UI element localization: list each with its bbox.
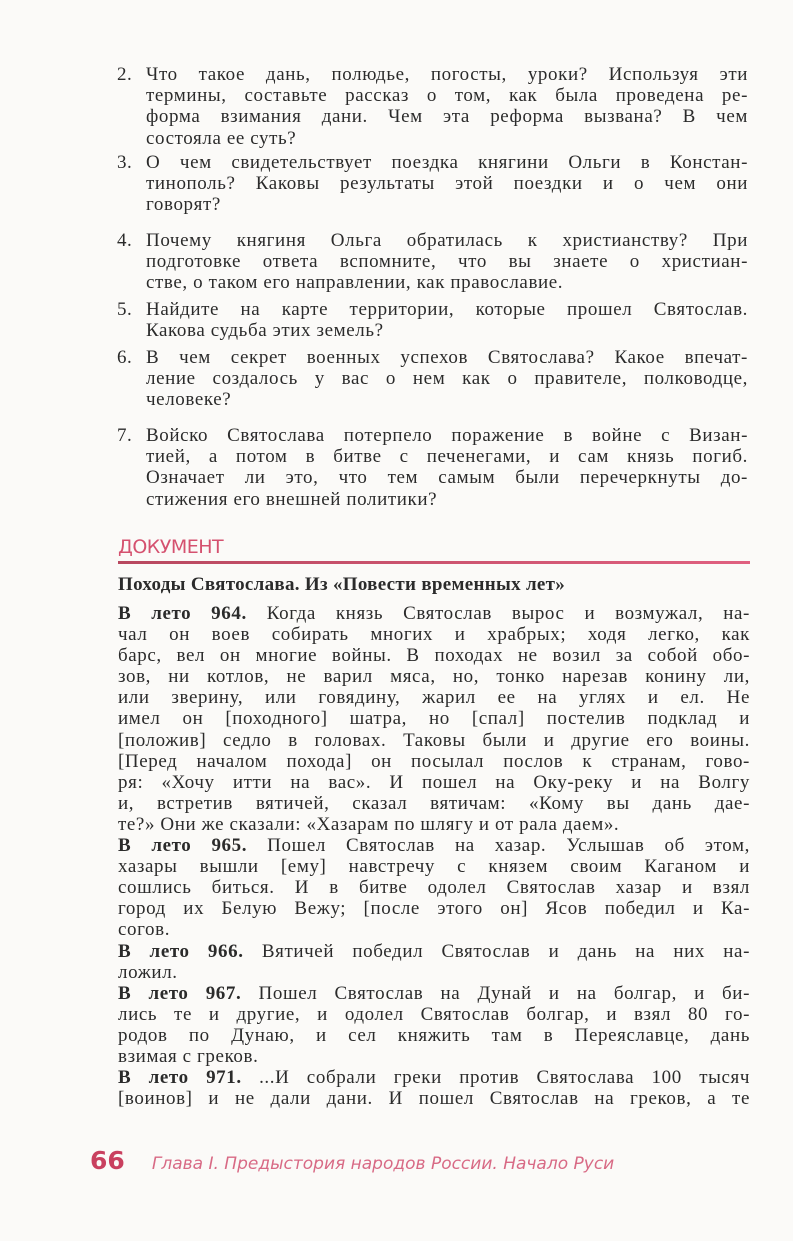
text-line: Что такое дань, полюдье, погосты, уроки? Используя эти [146,64,748,85]
entry-text: Когда князь Святослав вырос и возмужал, на- [246,603,750,624]
question-item [117,347,750,411]
entry-text: ложил. [118,961,178,983]
text-line [118,1025,750,1046]
entry-text: зов, ни котлов, не варил мяса, но, тонко нарезав конину ли, [118,666,750,688]
entry-text: или зверину, или говядину, жарил ее на углях и ел. Не [118,687,750,709]
question-item [117,230,750,294]
page-footer [90,1146,614,1175]
entry-year: В лето 965. [118,835,248,857]
entry-text: Пошел Святослав на Дунай и на болгар, и би- [241,982,750,1004]
section-heading: ДОКУМЕНТ [118,536,224,558]
entry-text: Вятичей победил Святослав и дань на них на- [243,940,751,962]
text-line [118,1046,750,1067]
question-number: 5. [117,299,133,320]
question-text [146,230,748,294]
text-line: стве, о таком его направлении, как православие. [146,272,564,294]
question-text [146,64,748,149]
text-line [118,730,750,751]
entry-text: [положив] седло в головах. Таковы были и другие его воины. [118,729,750,751]
text-line [118,666,750,687]
text-line [118,814,750,835]
chapter-title: Глава I. Предыстория народов России. Начало Руси [151,1154,615,1174]
entry-text: ря: «Хочу итти на вас». И пошел на Оку-реку и на Волгу [118,771,750,793]
entry-year: В лето 966. [118,940,244,962]
text-line [118,877,750,898]
entry-year: В лето 971. [118,1067,242,1089]
entry-text: город их Белую Вежу; [после этого он] Ясов победил и Ка- [118,898,750,920]
entry-text: те?» Они же сказали: «Хазарам по шлягу и от рала даем». [118,813,620,835]
question-item [117,64,750,149]
text-line [118,919,750,940]
text-line: тией, а потом в битве с печенегами, и сам князь погиб. [146,446,748,468]
text-line [118,1004,750,1025]
text-line: Означает ли это, что тем самым были перечеркнуты до- [146,467,748,489]
document-title: Походы Святослава. Из «Повести временных лет» [118,574,566,595]
question-text [146,425,748,510]
page-number: 66 [90,1146,125,1175]
question-number: 2. [117,64,133,85]
chronicle-entry [118,941,750,983]
text-line [118,603,750,624]
section-divider [118,561,750,564]
chronicle-entry [118,983,750,1067]
text-line [118,793,750,814]
question-text [146,152,748,216]
question-number: 4. [117,230,133,251]
entry-text: [Перед началом похода] он посылал послов к странам, гово- [118,750,750,772]
text-line [118,708,750,729]
text-line: состояла ее суть? [146,127,297,149]
text-line: ление создалось у вас о нем как о правителе, полководце, [146,368,748,390]
text-line: тинополь? Каковы результаты этой поездки и о чем они [146,173,748,195]
question-number: 7. [117,425,133,446]
question-number: 3. [117,152,133,173]
text-line [118,835,750,856]
entry-text: родов по Дунаю, и сел княжить там в Переяславце, дань [118,1024,750,1046]
entry-year: В лето 967. [118,982,242,1004]
text-line: О чем свидетельствует поездка княгини Ольги в Констан- [146,152,748,173]
question-item [117,425,750,510]
entry-year: В лето 964. [118,603,247,624]
entry-text: имел он [походного] шатра, но [спал] постелив подклад и [118,708,750,730]
text-line: Почему княгиня Ольга обратилась к христианству? При [146,230,748,251]
text-line: подготовке ответа вспомните, что вы знаете о христиан- [146,251,748,273]
entry-text: и, встретив вятичей, сказал вятичам: «Кому вы дань дае- [118,792,750,814]
text-line: говорят? [146,194,221,216]
text-line [118,983,750,1004]
entry-text: [воинов] и не дали дани. И пошел Святослав на греков, а те [118,1088,750,1110]
chronicle-entry [118,1067,750,1109]
entry-text: чал он воев собирать многих и храбрых; ходя легко, как [118,624,750,646]
text-line: форма взимания дани. Чем эта реформа вызвана? В чем [146,106,748,128]
text-line [118,856,750,877]
text-line: стижения его внешней политики? [146,488,438,510]
text-line [118,645,750,666]
entry-text: согов. [118,919,171,941]
text-line: Найдите на карте территории, которые прошел Святослав. [146,299,748,320]
chronicle-entry [118,835,750,940]
text-line [118,941,750,962]
text-line [118,898,750,919]
entry-text: ...И собрали греки против Святослава 100 тысяч [241,1067,750,1089]
question-text [146,347,748,411]
entry-text: взимая с греков. [118,1045,259,1067]
text-line: В чем секрет военных успехов Святослава? Какое впечат- [146,347,748,368]
text-line [118,751,750,772]
text-line: человеке? [146,389,232,411]
text-line [118,962,750,983]
entry-text: сошлись биться. И в битве одолел Святослав хазар и взял [118,877,750,899]
text-line [118,772,750,793]
entry-text: хазары вышли [ему] навстречу с князем своим Каганом и [118,856,750,878]
entry-text: лись те и другие, и одолел Святослав болгар, и взял 80 го- [118,1003,750,1025]
text-line: Войско Святослава потерпело поражение в войне с Визан- [146,425,748,446]
question-item [117,152,750,216]
entry-text: Пошел Святослав на хазар. Услышав об этом, [247,835,751,857]
question-item [117,299,750,341]
text-line [118,1067,750,1088]
text-line [118,624,750,645]
text-line: термины, составьте рассказ о том, как была проведена ре- [146,85,748,107]
question-text [146,299,748,341]
chronicle-entry [118,603,750,835]
question-number: 6. [117,347,133,368]
text-line [118,687,750,708]
document-body [118,603,750,1109]
text-line: Какова судьба этих земель? [146,320,384,342]
text-line [118,1088,750,1109]
entry-text: барс, вел он многие войны. В походах не возил за собой обо- [118,645,750,667]
